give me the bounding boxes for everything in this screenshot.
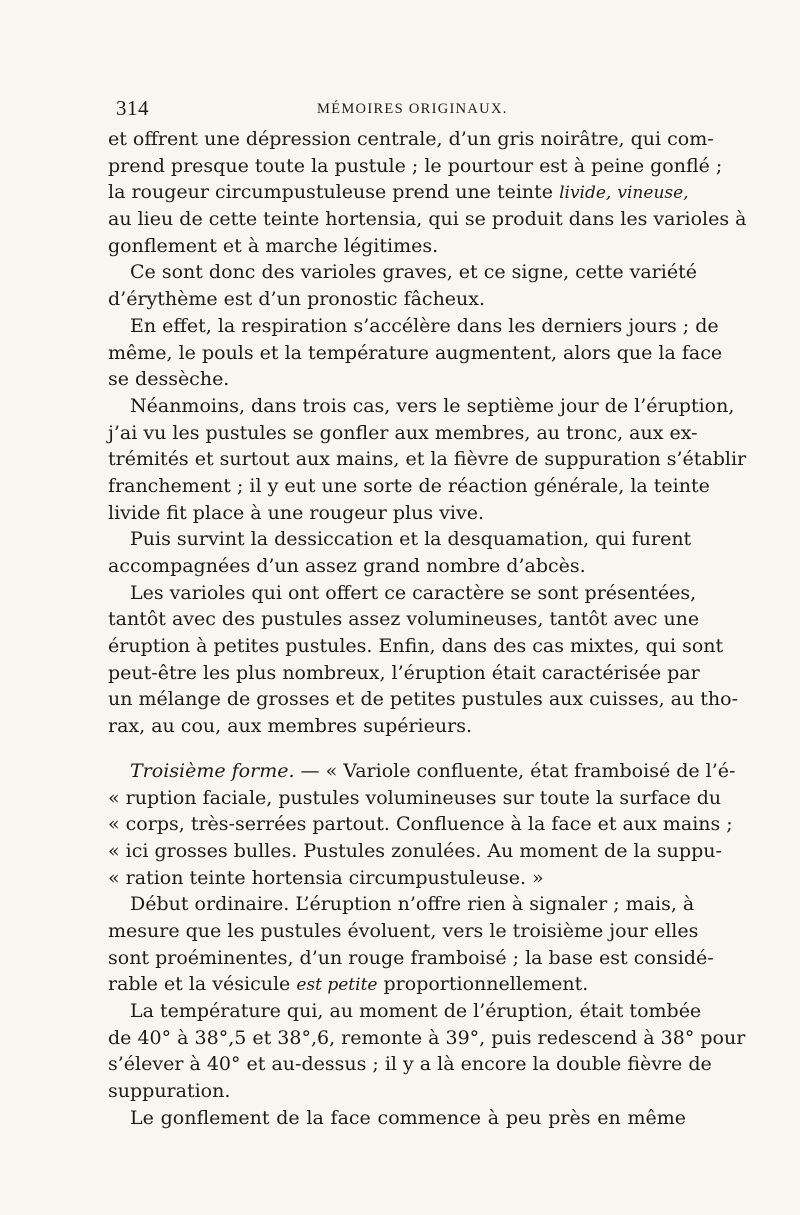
- text-line: gonflement et à marche légitimes.: [108, 234, 439, 257]
- page-number: 314: [116, 96, 149, 120]
- text-line: Début ordinaire. L’éruption n’offre rien à signaler ; mais, à: [130, 893, 695, 916]
- text-fragment: — « Variole confluente, état framboisé de l’é-: [294, 759, 736, 782]
- section-spacer: [108, 740, 686, 758]
- body-text: [108, 126, 747, 1131]
- text-fragment: proportionnellement.: [377, 973, 589, 996]
- running-title: MÉMOIRES ORIGINAUX.: [317, 101, 508, 117]
- text-line: mesure que les pustules évoluent, vers le troisième jour elles: [108, 919, 699, 942]
- text-line: Ce sont donc des varioles graves, et ce signe, cette variété: [130, 261, 697, 284]
- text-line: livide fit place à une rougeur plus vive.: [108, 501, 484, 524]
- text-fragment: la rougeur circumpustuleuse prend une teinte: [108, 181, 560, 204]
- text-line: d’érythème est d’un pronostic fâcheux.: [108, 288, 486, 311]
- section-heading-line: [108, 758, 736, 785]
- text-line: peut-être les plus nombreux, l’éruption était caractérisée par: [108, 661, 700, 684]
- text-line: « corps, très-serrées partout. Confluence à la face et aux mains ;: [108, 813, 733, 836]
- text-line: s’élever à 40° et au-dessus ; il y a là encore la double fièvre de: [108, 1053, 712, 1076]
- text-line: sont proéminentes, d’un rouge framboisé ; la base est considé-: [108, 946, 714, 969]
- text-line: prend presque toute la pustule ; le pourtour est à peine gonflé ;: [108, 154, 723, 177]
- text-line: [108, 971, 686, 998]
- text-line: « ici grosses bulles. Pustules zonulées. Au moment de la suppu-: [108, 839, 722, 862]
- text-line: [108, 179, 689, 206]
- text-line: même, le pouls et la température augmentent, alors que la face: [108, 341, 723, 364]
- text-line: accompagnées d’un assez grand nombre d’abcès.: [108, 555, 586, 577]
- text-line: Le gonflement de la face commence à peu près en même: [130, 1106, 686, 1129]
- text-line: suppuration.: [108, 1080, 231, 1103]
- italic-word: livide,: [559, 183, 612, 204]
- text-fragment: rable et la vésicule: [108, 973, 297, 996]
- text-line: franchement ; il y eut une sorte de réaction générale, la teinte: [108, 474, 710, 497]
- text-line: rax, au cou, aux membres supérieurs.: [108, 715, 472, 738]
- text-line: éruption à petites pustules. Enfin, dans des cas mixtes, qui sont: [108, 635, 724, 658]
- text-line: de 40° à 38°,5 et 38°,6, remonte à 39°, puis redescend à 38° pour: [108, 1026, 746, 1049]
- text-line: tantôt avec des pustules assez volumineuses, tantôt avec une: [108, 608, 700, 631]
- text-line: j’ai vu les pustules se gonfler aux membres, au tronc, aux ex-: [108, 421, 698, 444]
- text-line: et offrent une dépression centrale, d’un gris noirâtre, qui com-: [108, 128, 714, 150]
- section-title: Troisième forme.: [130, 759, 295, 782]
- text-line: « ration teinte hortensia circumpustuleuse. »: [108, 866, 544, 889]
- italic-word: vineuse,: [617, 183, 689, 204]
- text-line: trémités et surtout aux mains, et la fièvre de suppuration s’établir: [108, 448, 747, 471]
- text-line: Les varioles qui ont offert ce caractère se sont présentées,: [130, 581, 697, 604]
- italic-phrase: est petite: [296, 975, 378, 996]
- text-line: se dessèche.: [108, 368, 230, 391]
- text-line: un mélange de grosses et de petites pustules aux cuisses, au tho-: [108, 688, 738, 711]
- running-header: [112, 96, 687, 120]
- text-line: Puis survint la dessiccation et la desquamation, qui furent: [130, 528, 692, 551]
- text-line: « ruption faciale, pustules volumineuses sur toute la surface du: [108, 786, 722, 809]
- text-line: Néanmoins, dans trois cas, vers le septième jour de l’éruption,: [130, 394, 735, 417]
- text-line: La température qui, au moment de l’éruption, était tombée: [130, 1000, 702, 1022]
- text-line: au lieu de cette teinte hortensia, qui se produit dans les varioles à: [108, 208, 747, 231]
- text-line: En effet, la respiration s’accélère dans les derniers jours ; de: [130, 314, 719, 337]
